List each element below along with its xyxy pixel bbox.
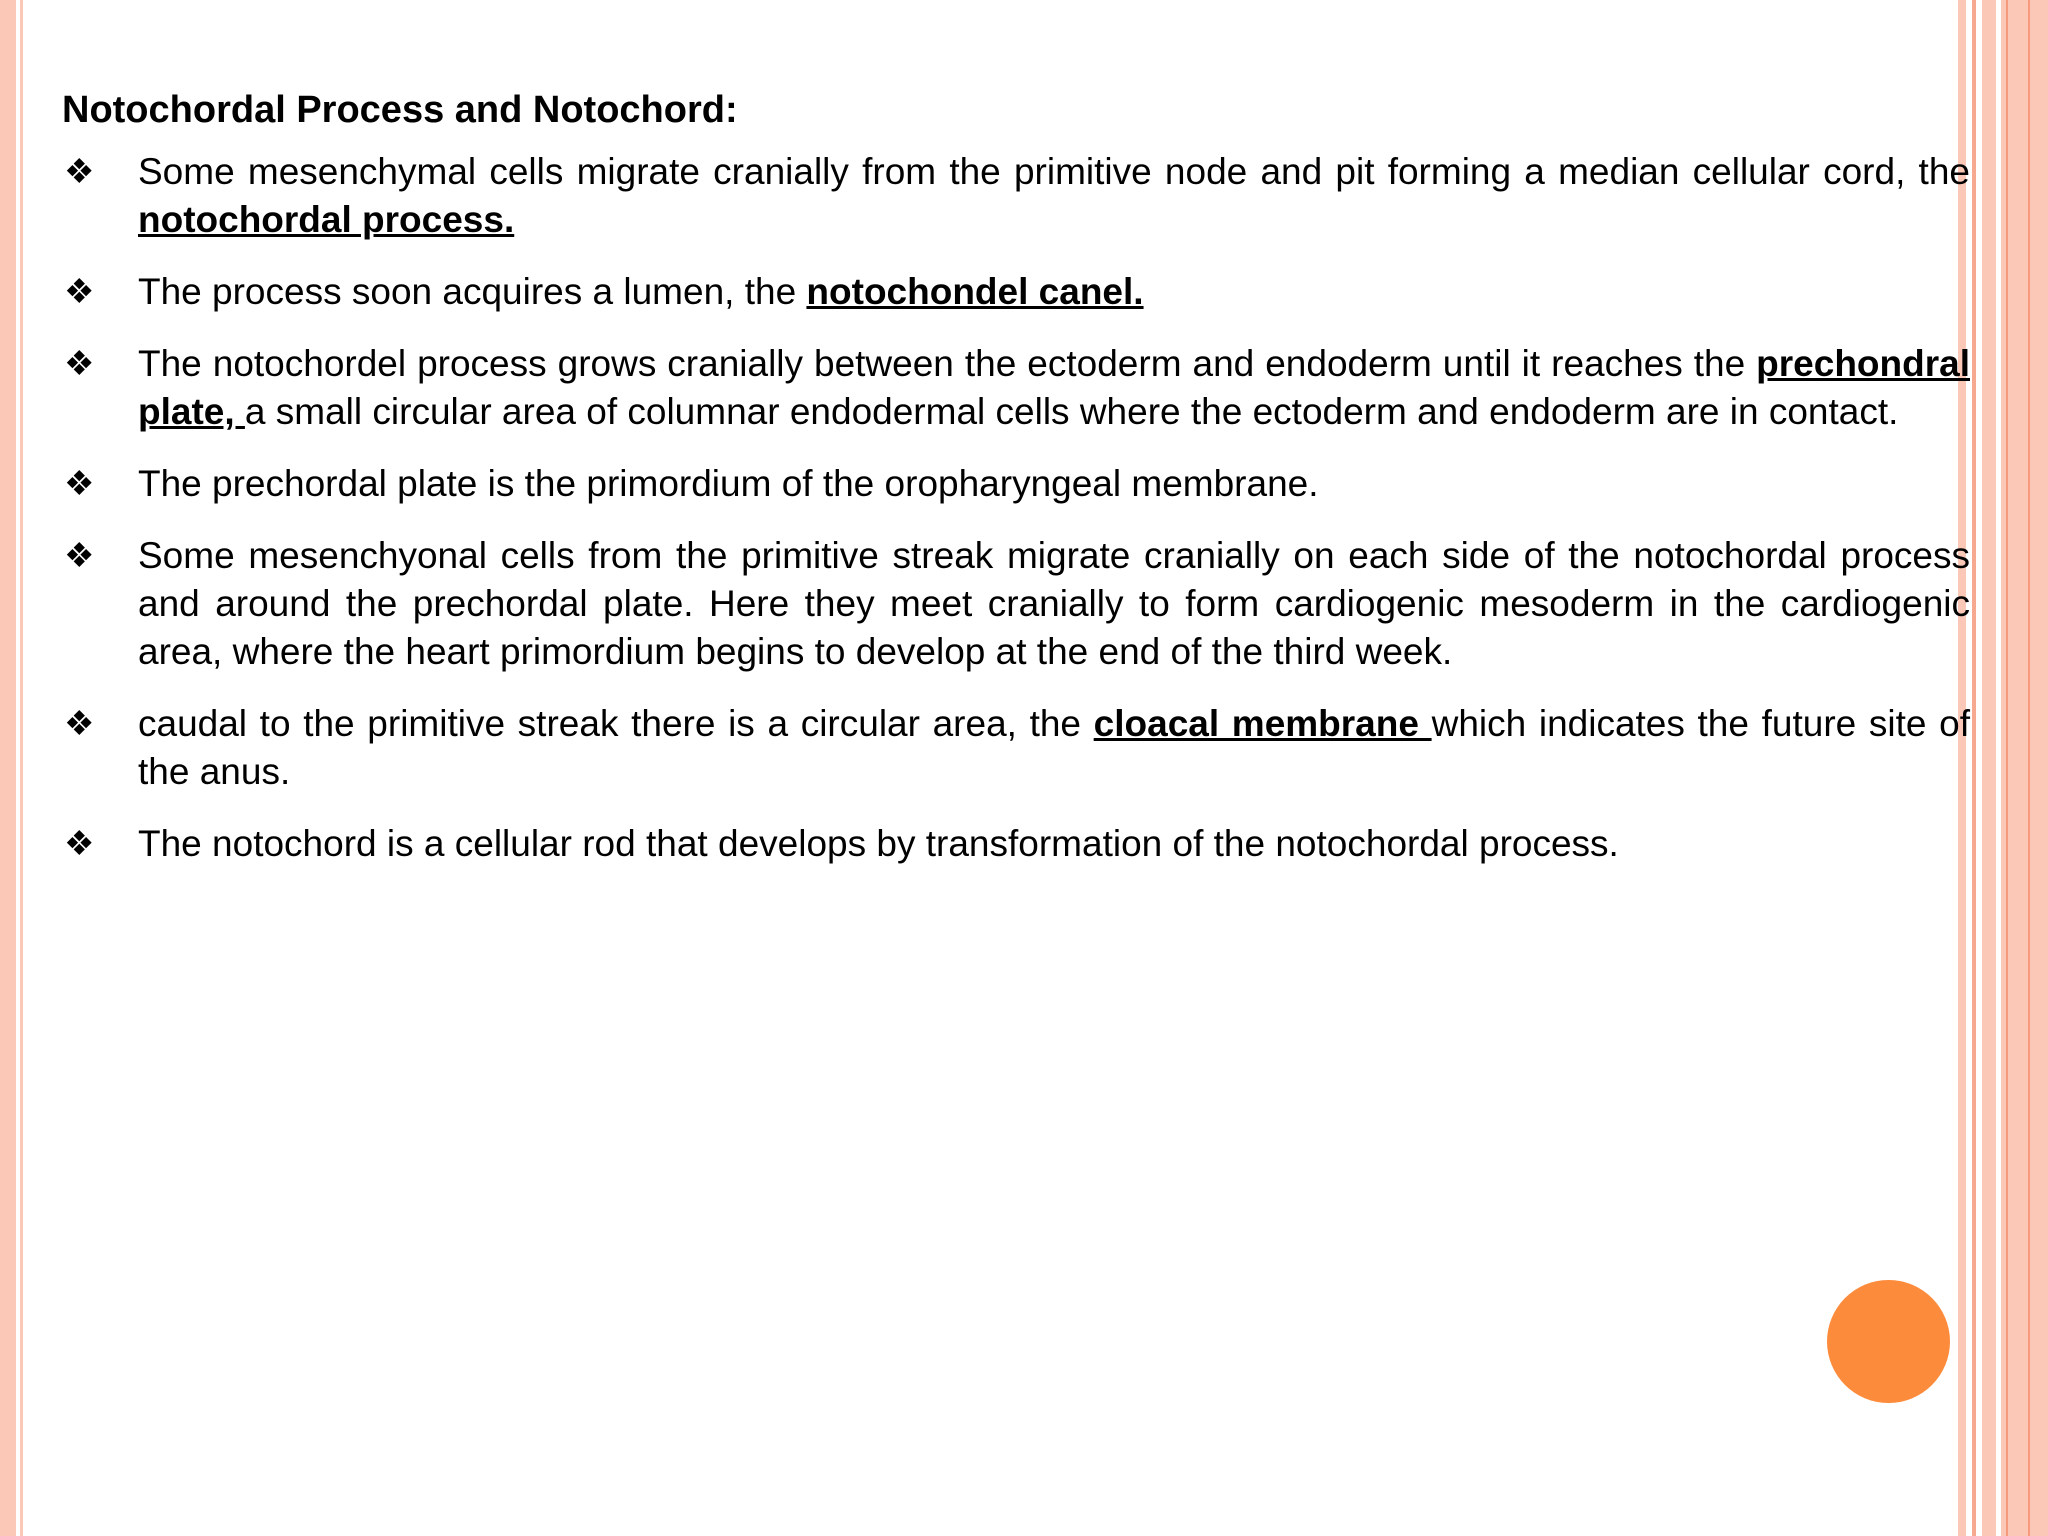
- bullet-item: [62, 460, 1970, 508]
- diamond-bullet-icon: ❖: [64, 273, 95, 311]
- bullet-item: [62, 532, 1970, 676]
- diamond-bullet-icon: ❖: [64, 537, 95, 575]
- bullet-item: [62, 268, 1970, 316]
- bullet-item: [62, 700, 1970, 796]
- diamond-bullet-icon: ❖: [64, 705, 95, 743]
- key-term: notochordal process.: [138, 199, 515, 240]
- bullet-item: [62, 340, 1970, 436]
- bullet-item: [62, 148, 1970, 244]
- bullet-text: Some mesenchymal cells migrate cranially from the primitive node and pit forming a median cellular cord, the: [138, 151, 1970, 192]
- bullet-text: Some mesenchyonal cells from the primitive streak migrate cranially on each side of the notochordal process and around the prechordal plate. Here they meet cranially to form cardiogenic mesoderm in the cardiogenic area, where the heart primordium begins to develop at the end of the third week.: [138, 535, 1970, 672]
- diamond-bullet-icon: ❖: [64, 345, 95, 383]
- diamond-bullet-icon: ❖: [64, 465, 95, 503]
- right-border-strip: [1982, 0, 1996, 1536]
- right-border-strip: [1972, 0, 1976, 1536]
- decorative-orange-circle: [1827, 1280, 1950, 1403]
- key-term: cloacal membrane: [1093, 703, 1432, 744]
- bullet-text-after: a small circular area of columnar endodermal cells where the ectoderm and endoderm are in contact.: [244, 391, 1899, 432]
- diamond-bullet-icon: ❖: [64, 153, 95, 191]
- bullet-text-after: which indicates the future site of the anus.: [138, 703, 1970, 792]
- bullet-text: The process soon acquires a lumen, the: [138, 271, 807, 312]
- bullet-text: The notochordel process grows cranially between the ectoderm and endoderm until it reaches the: [138, 343, 1757, 384]
- right-border-line: [2006, 0, 2008, 1536]
- slide-content: [62, 86, 1970, 892]
- right-border-line: [2028, 0, 2030, 1536]
- left-border-decoration: [0, 0, 16, 1536]
- right-border-strip: [2001, 0, 2048, 1536]
- bullet-text: The notochord is a cellular rod that develops by transformation of the notochordal process.: [138, 823, 1619, 864]
- bullet-list: [62, 148, 1970, 868]
- bullet-item: [62, 820, 1970, 868]
- diamond-bullet-icon: ❖: [64, 825, 95, 863]
- slide-title: Notochordal Process and Notochord:: [62, 89, 738, 131]
- left-border-line: [20, 0, 23, 1536]
- bullet-text: The prechordal plate is the primordium of the oropharyngeal membrane.: [138, 463, 1319, 504]
- key-term: notochondel canel.: [806, 271, 1144, 312]
- key-term: prechondral plate,: [138, 343, 1970, 432]
- bullet-text: caudal to the primitive streak there is a circular area, the: [138, 703, 1094, 744]
